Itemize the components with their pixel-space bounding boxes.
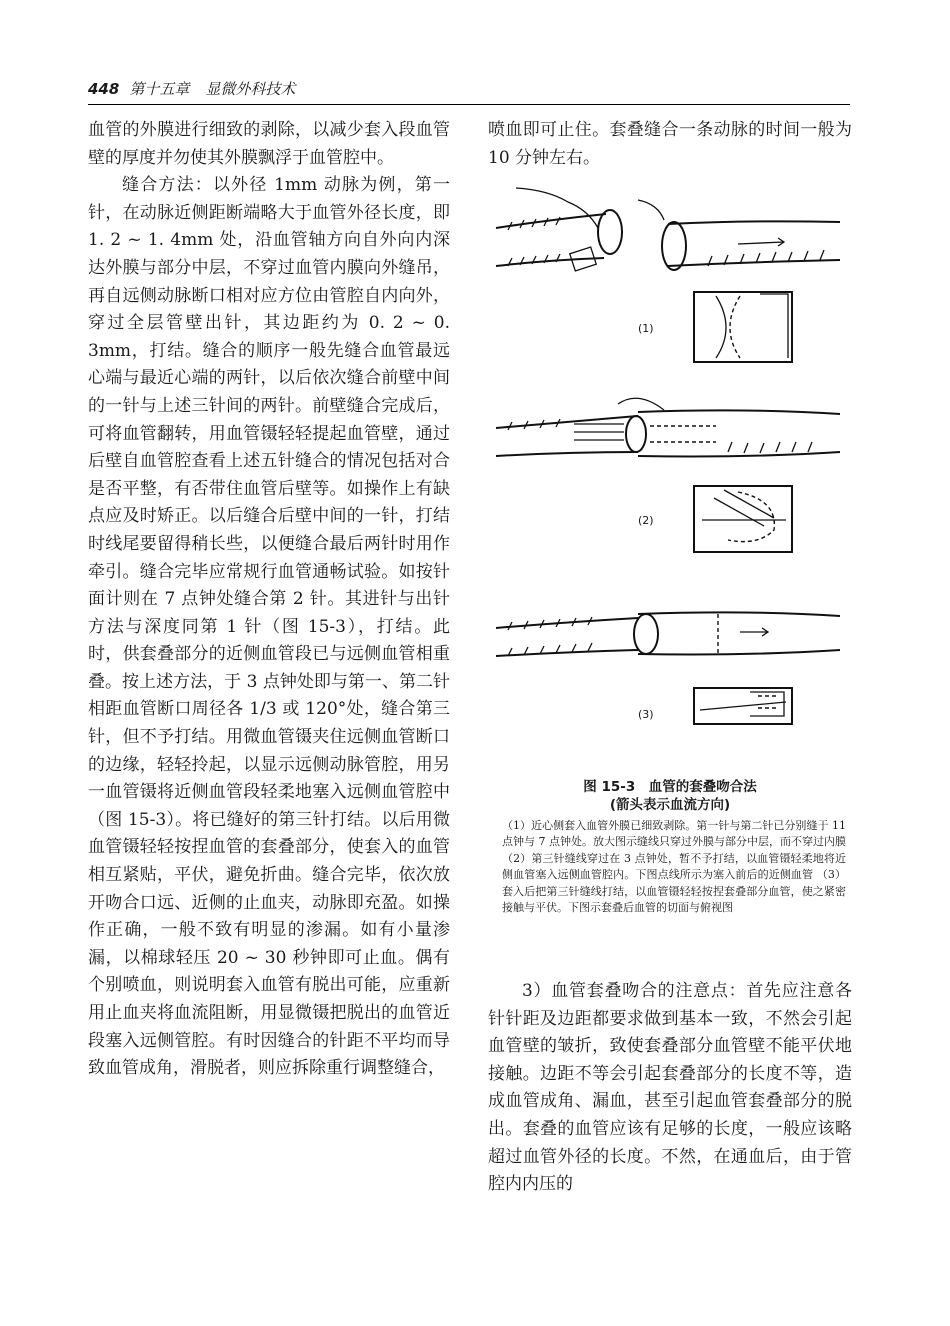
- left-column: [88, 117, 450, 1083]
- running-header: [88, 78, 850, 105]
- panel-1-vessels: [496, 188, 840, 362]
- right-paragraph-2: 3）血管套叠吻合的注意点：首先应注意各针针距及边距都要求做到基本一致，不然会引起血管壁的皱折，致使套叠部分血管壁不能平伏地接触。边距不等会引起套叠部分的长度不等，造成血管成角、漏血，甚至引起血管套叠部分的脱出。套叠的血管应该有足够的长度，一般应该略超过血管外径的长度。不然，在通血后，由于管腔内内压的: [488, 981, 852, 1195]
- chapter-number: 第十五章: [129, 80, 190, 98]
- panel-1-label: (1): [638, 322, 654, 335]
- figure-illustration: [488, 180, 852, 770]
- caption-title: 图 15-3 血管的套叠吻合法: [583, 779, 757, 795]
- figure-caption-title: [488, 778, 852, 814]
- figure-15-3: [488, 180, 852, 970]
- chapter-title: 显微外科技术: [205, 80, 296, 98]
- right-paragraph-1: 喷血即可止住。套叠缝合一条动脉的时间一般为 10 分钟左右。: [488, 120, 852, 168]
- figure-caption-body: （1）近心侧套入血管外膜已细致剥除。第一针与第二针已分别缝于 11 点钟与 7 点钟处。放大图示缝线只穿过外膜与部分中层，而不穿过内膜 （2）第三针缝线穿过在 3 点钟处，暂不予打结，以血管镊轻柔地将近侧血管塞入远侧血管腔内。下图点线所示为塞入前后的近侧血管 （3）套入后把第三针缝线打结，以血管镊轻轻按捏套叠部分血管，使之紧密接触与平伏。下图示套叠后血管的切面与俯视图: [502, 819, 846, 915]
- right-column-top: [488, 117, 852, 172]
- page-number: 448: [88, 80, 120, 98]
- right-column-bottom: [488, 978, 852, 1199]
- caption-subtitle: (箭头表示血流方向): [609, 797, 731, 813]
- panel-2-label: (2): [638, 514, 654, 527]
- left-paragraph-2: 缝合方法：以外径 1mm 动脉为例，第一针，在动脉近侧距断端略大于血管外径长度，即 1. 2 ~ 1. 4mm 处，沿血管轴方向自外向内深达外膜与部分中层，不穿过血管内膜向外缝吊，再自远侧动脉断口相对应方位由管腔自内向外，穿过全层管壁出针，其边距约为 0. 2 ~ 0. 3mm，打结。缝合的顺序一般先缝合血管最远心端与最近心端的两针，以后依次缝合前壁中间的一针与上述三针间的两针。前壁缝合完成后，可将血管翻转，用血管镊轻轻提起血管壁，通过后壁自血管腔查看上述五针缝合的情况包括对合是否平整，有否带住血管后壁等。如操作上有缺点应及时矫正。以后缝合后壁中间的一针，打结时线尾要留得稍长些，以便缝合最后两针时用作牵引。缝合完毕应常规行血管通畅试验。如按针面计则在 7 点钟处缝合第 2 针。其进针与出针方法与深度同第 1 针（图 15-3），打结。此时，供套叠部分的近侧血管段已与远侧血管相重叠。按上述方法，于 3 点钟处即与第一、第二针相距血管断口周径各 1/3 或 120°处，缝合第三针，但不予打结。用微血管镊夹住远侧血管断口的边缘，轻轻拎起，以显示远侧动脉管腔，用另一血管镊将近侧血管段轻柔地塞入远侧血管腔中（图 15-3）。将已缝好的第三针打结。以后用微血管镊轻轻按捏血管的套叠部分，使套入的血管相互紧贴，平伏，避免折曲。缝合完毕，依次放开吻合口远、近侧的止血夹，动脉即充盈。如操作正确，一般不致有明显的渗漏。如有小量渗漏，以棉球轻压 20 ~ 30 秒钟即可止血。偶有个别喷血，则说明套入血管有脱出可能，应重新用止血夹将血流阻断，用显微镊把脱出的血管近段塞入远侧管腔。有时因缝合的针距不平均而导致血管成角，滑脱者，则应拆除重行调整缝合，: [88, 175, 450, 1079]
- panel-2-vessels: [496, 398, 840, 552]
- panel-3-vessels: [496, 612, 840, 724]
- panel-3-label: (3): [638, 708, 654, 721]
- left-paragraph-1: 血管的外膜进行细致的剥除，以减少套入段血管壁的厚度并勿使其外膜飘浮于血管腔中。: [88, 120, 450, 168]
